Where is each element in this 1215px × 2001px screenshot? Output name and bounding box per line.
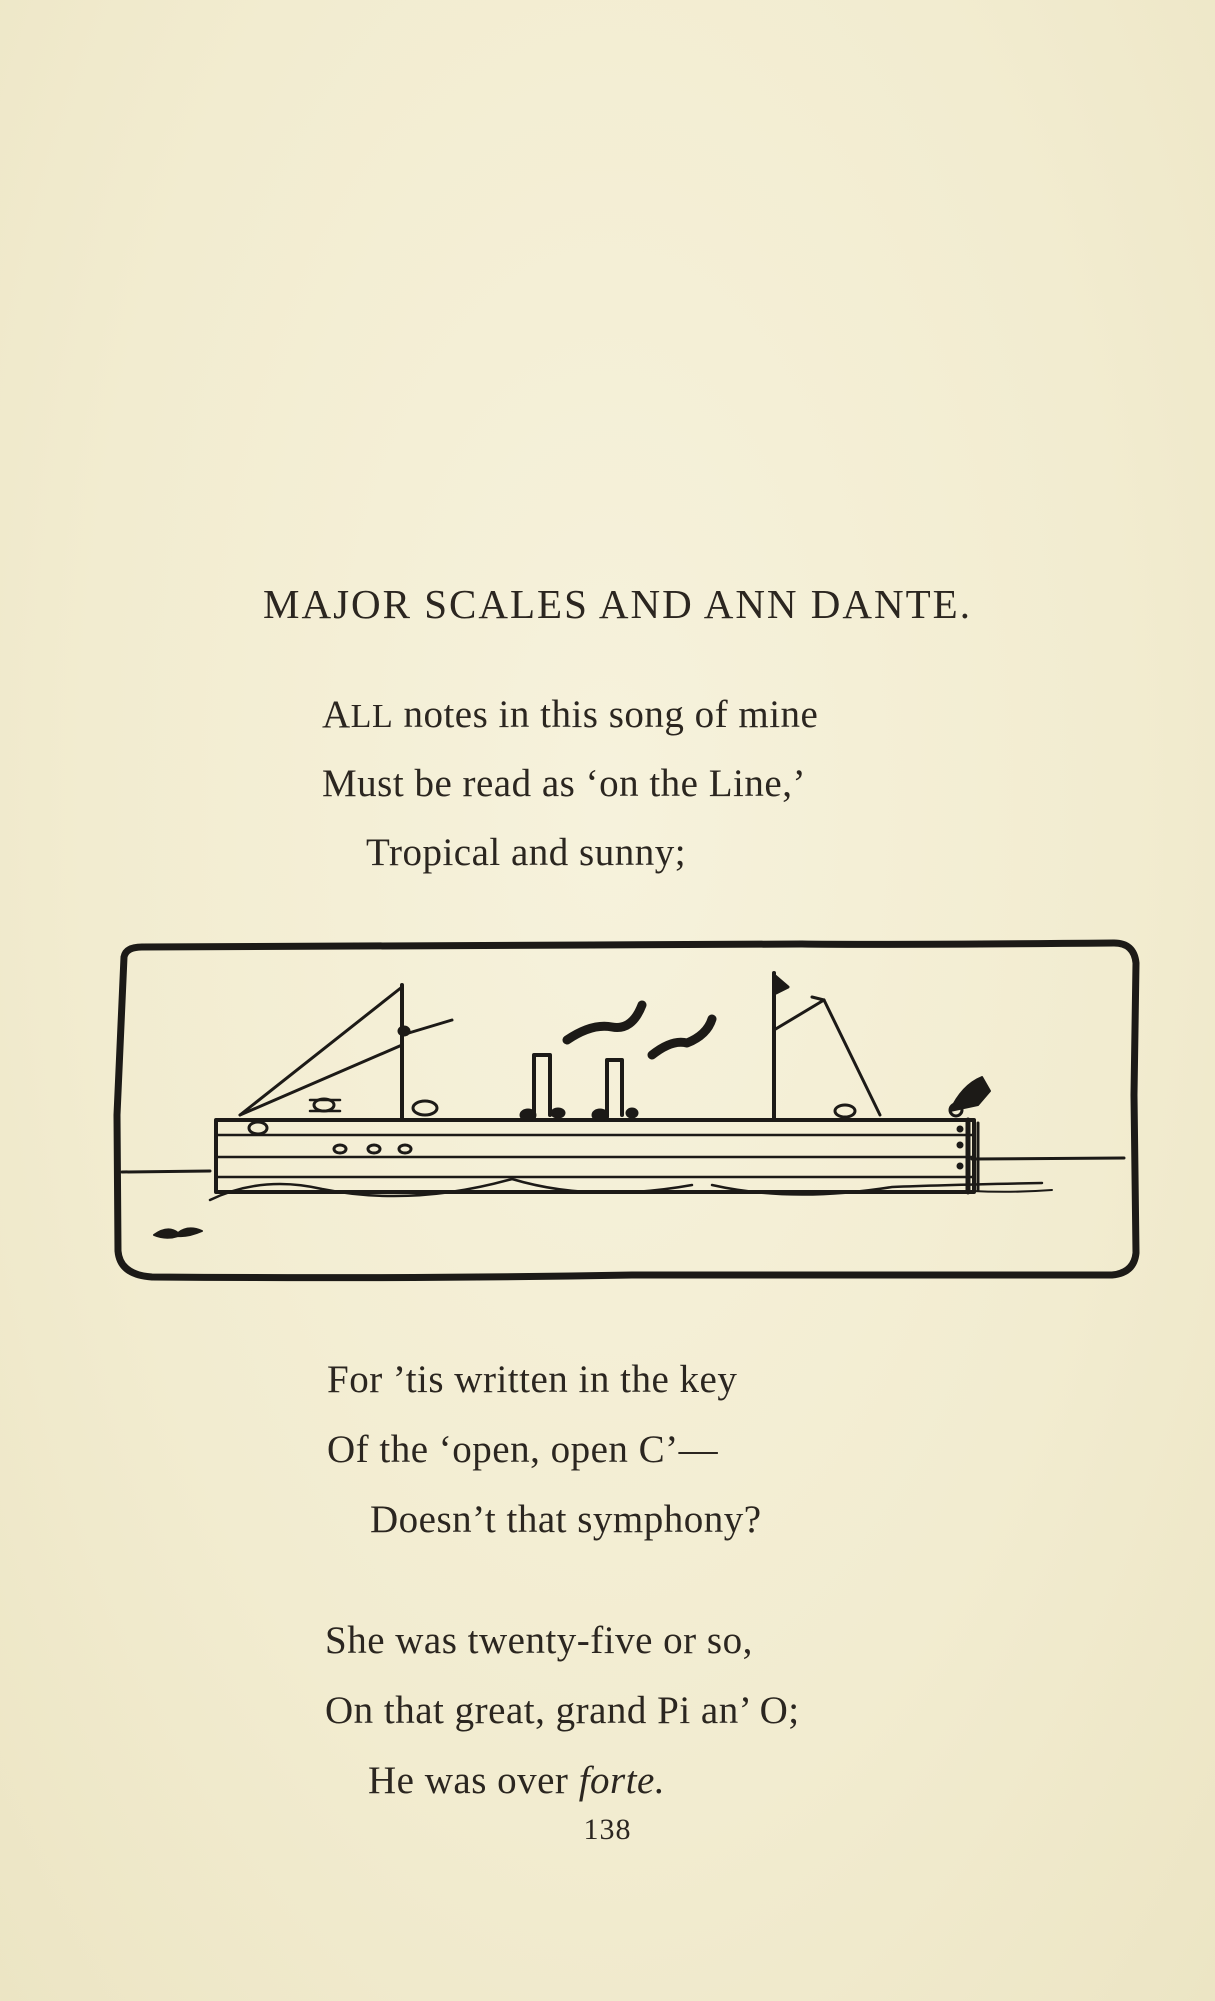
ship-illustration (112, 935, 1142, 1293)
stanza-2-line-2: Of the ‘open, open C’— (327, 1428, 719, 1471)
stanza-3-line-3 (368, 1758, 665, 1803)
stanza-3-line-1: She was twenty-five or so, (325, 1619, 753, 1662)
stanza-2-line-3: Doesn’t that symphony? (370, 1498, 762, 1541)
seagull-icon (154, 1228, 202, 1237)
italic-word: forte. (578, 1759, 666, 1802)
line-text: He was over (368, 1759, 579, 1802)
poem-title: MAJOR SCALES AND ANN DANTE. (263, 581, 972, 627)
stanza-1-line-2: Must be read as ‘on the Line,’ (322, 762, 806, 805)
smoke-2 (652, 1019, 712, 1055)
drop-cap: A (322, 693, 351, 736)
smoke-1 (567, 1005, 642, 1040)
stanza-3-line-2: On that great, grand Pi an’ O; (325, 1689, 800, 1732)
horizon-line (122, 1171, 210, 1172)
funnel-2 (607, 1060, 622, 1117)
page-number: 138 (583, 1813, 632, 1846)
stanza-1-line-3: Tropical and sunny; (366, 831, 687, 874)
stanza-2-line-1: For ’tis written in the key (327, 1358, 738, 1401)
line-text: notes in this song of mine (393, 693, 819, 736)
funnel-1 (534, 1055, 550, 1117)
small-caps: LL (350, 698, 394, 735)
stanza-1-line-1 (322, 692, 818, 737)
